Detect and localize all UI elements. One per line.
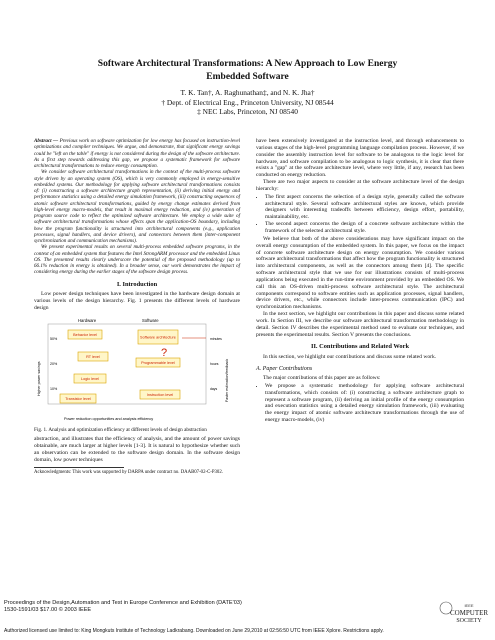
sw-level-0-label: Software architecture xyxy=(140,335,176,340)
left-column xyxy=(34,138,240,476)
list-item: • The second aspect concerns the design of a concrete software architecture within the framework of the selected architectural style. xyxy=(265,221,464,235)
abstract-p3: We present experimental results on several multi-process embedded software programs, in the context of an embedded system that features the Intel StrongARM processor and the embedded Linux OS. The presented results clearly underscore the potential of the proposed methodology (up to 66.1% reduction in energy is obtained). In a broader sense, our work demonstrates the impact of considering energy during the earlier stages of the software design process. xyxy=(34,244,240,276)
right-column xyxy=(256,138,464,425)
abstract-p1: Previous work on software optimization for low energy has focused on instruction-level optimizations and compiler techniques. We argue, and demonstrate, that significant energy savings could be "left on the table" if energy is not considered during the design of the software architecture. As a first step towards addressing this gap, we propose a systematic framework for software architectural transformations to reduce energy consumption. xyxy=(34,138,240,169)
sw-level-2-label: Instruction level xyxy=(146,392,174,397)
contrib-list xyxy=(256,383,464,424)
acknowledgments xyxy=(34,467,223,476)
title-line-1: Software Architectural Transformations: A New Approach to Low Energy xyxy=(97,59,398,69)
ack-text: Acknowledgments: This work was supported by DARPA under contract no. DAAB07-02-C-P302. xyxy=(34,470,223,476)
figure-diagram xyxy=(34,316,240,424)
time-label-days: days xyxy=(210,386,218,391)
figure-caption: Fig. 1. Analysis and optimization efficiency at different levels of design abstraction xyxy=(34,426,207,433)
hardware-label: Hardware xyxy=(78,317,97,323)
right-axis-label: Faster estimation/feedback xyxy=(225,358,229,402)
time-label-minutes: minutes xyxy=(210,336,222,341)
software-label: Software xyxy=(142,317,159,323)
title-line-2: Embedded Software xyxy=(206,72,289,82)
section-heading-intro: I. Introduction xyxy=(116,280,158,288)
svg-text:COMPUTER: COMPUTER xyxy=(449,609,489,617)
hw-level-0-label: Behavior level xyxy=(73,332,97,337)
question-mark: ? xyxy=(161,346,168,359)
intro-paragraph-2: abstraction, and illustrates that the efficiency of analysis, and the amount of power savings obtainable, are much larger at higher levels [1-3]. It is natural to hypothesize whether such an observation can be extended to the software design domain. In the software design domain, low power techniques xyxy=(34,436,240,463)
footer-issn: 1530-1591/03 $17.00 © 2003 IEEE xyxy=(4,607,92,613)
hw-level-2-label: Logic level xyxy=(81,376,99,381)
affiliation-1: † Dept. of Electrical Eng., Princeton University, NJ 08544 xyxy=(161,97,334,107)
contrib-paragraph-2: The major contributions of this paper are as follows: xyxy=(263,375,381,381)
svg-text:IEEE: IEEE xyxy=(464,603,474,608)
affiliation-2: ‡ NEC Labs, Princeton, NJ 08540 xyxy=(197,107,298,116)
right-paragraph-2: There are two major aspects to consider at the software architecture level of the design hierarchy: xyxy=(256,179,464,192)
pct-label-20: 20% xyxy=(50,361,58,366)
left-axis-label: Higher power savings xyxy=(37,361,41,396)
pct-label-10: 10% xyxy=(50,386,58,391)
paper-title xyxy=(40,58,455,84)
pct-label-50: 50% xyxy=(50,336,58,341)
subsection-heading-a: A. Paper Contributions xyxy=(256,366,313,373)
svg-text:SOCIETY: SOCIETY xyxy=(456,618,482,624)
footer-license: Authorized licensed use limited to: King Mongkuts Institute of Technology Ladkrabang. Downloaded on June 29,2010 at 02:56:50 UTC from IEEE Xplore. Restrictions apply. xyxy=(4,628,384,634)
abstract xyxy=(34,138,240,276)
authors: T. K. Tan†, A. Raghunathan‡, and N. K. Jha† xyxy=(180,88,315,97)
intro-paragraph-1: Low power design techniques have been investigated in the hardware design domain at various levels of the design hierarchy. Fig. 1 presents the different levels of hardware design xyxy=(34,291,240,312)
page-footer xyxy=(0,600,495,640)
abstract-lead: Abstract — xyxy=(34,138,59,144)
section-heading-contributions: II. Contributions and Related Work xyxy=(310,343,410,351)
computer-society-logo xyxy=(436,600,491,626)
list-item: • The first aspect concerns the selection of a design style, generally called the software architectural style. Several software architectural styles are known, which provide designers with interesting tradeoffs between efficiency, design effort, portability, maintainability, etc. xyxy=(265,194,464,221)
footer-proceedings: Proceedings of the Design,Automation and Test in Europe Conference and Exhibition (DATE'03) xyxy=(4,600,242,606)
hw-level-1-label: RT level xyxy=(86,354,100,359)
time-label-hours: hours xyxy=(210,361,219,366)
right-paragraph-1: have been extensively investigated at the instruction level, and through enhancements to various stages of the high-level programming language compilation process. However, if we consider the assembly instruction level for software to be analogous to the logic level for hardware, and software compilation to be analogous to logic synthesis, it is clear that there exists a "gap" at the software architecture level, where very little, if any, research has been conducted on energy reduction. xyxy=(256,138,464,179)
abstract-p2: We consider software architectural transformations in the context of the multi-process software style driven by an operating system (OS), which is very commonly employed in energy-sensitive embedded systems. Our methodology for applying software architectural transformations consists of: (i) constructing a software architecture graph representation, (ii) deriving initial energy and performance statistics using a detailed energy simulation framework, (iii) constructing sequences of atomic software architectural transformations, guided by energy change estimates derived from high-level energy macro-models, that result in maximal energy reduction, and (iv) generation of program source code to reflect the optimized software architecture. We employ a wide suite of software architectural transformations whose effects span the application-OS boundary, including how the program functionality is structured into architectural components (e.g., application processes, signal handlers, and device drivers), and connectors between them (inter-component synchronization and communication mechanisms). xyxy=(34,169,240,244)
contrib-paragraph-1: In this section, we highlight our contributions and discuss some related work. xyxy=(263,354,437,361)
author-block xyxy=(40,88,455,117)
hw-level-3-label: Transistor level xyxy=(65,396,91,401)
right-paragraph-3: We believe that both of the above considerations may have significant impact on the overall energy consumption of the embedded system. In this paper, we focus on the impact of concrete software architecture design on energy consumption. We consider various software architectural transformations that affect how the program functionality is structured into architectural components, as well as the connectors among them [4]. The specific software architectural style that we use for our illustrations consists of multi-process applications being executed in the run-time environment provided by an embedded OS. We call this an OS-driven multi-process software architectural style. The architectural components correspond to software entities such as application processes, signal handlers, device drivers, etc., while connectors include inter-process communication (IPC) and synchronization mechanisms. xyxy=(256,235,464,311)
sw-level-1-label: Programmable level xyxy=(141,360,175,365)
bottom-axis-label: Power reduction opportunities and analysis efficiency xyxy=(64,416,154,421)
aspect-list xyxy=(256,194,464,235)
list-item: • We propose a systematic methodology for applying software architectural transformations, which consists of: (i) constructing a software architecture graph to represent a software program, (ii) deriving an initial profile of the energy consumption and execution statistics using a detailed energy simulation framework, (iii) evaluating the energy impact of atomic software architecture transformations through the use of energy macro-models, (iv) xyxy=(265,383,464,424)
right-paragraph-4: In the next section, we highlight our contributions in this paper and discuss some related work. In Section III, we describe our software architectural transformation methodology in detail. Section IV describes the experimental method used to evaluate our techniques, and presents the experimental results. Section V presents the conclusions. xyxy=(256,311,464,338)
figure-1 xyxy=(34,316,240,424)
